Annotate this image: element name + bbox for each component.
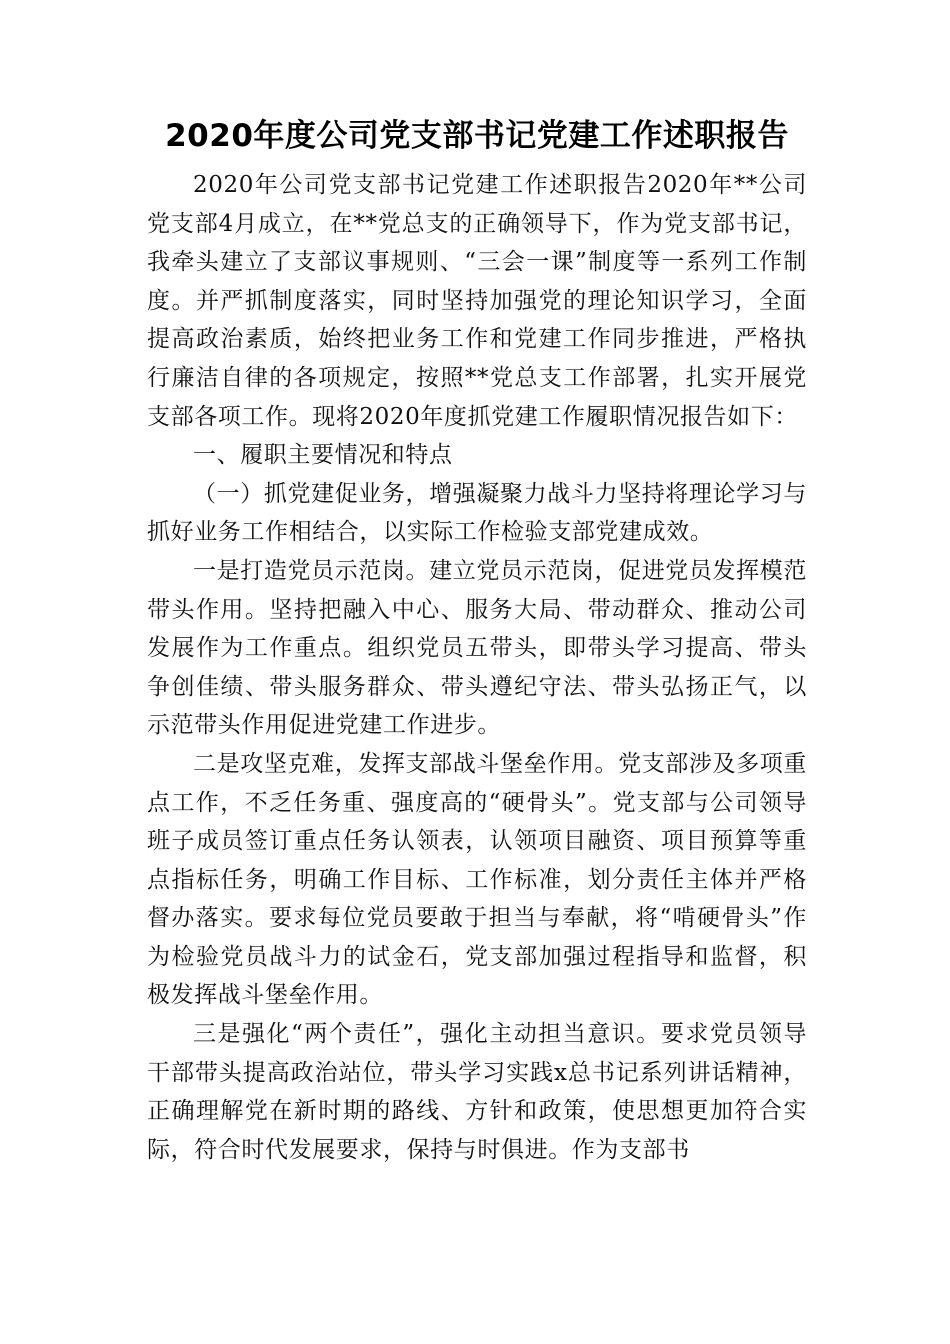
body-paragraph-2: 二是攻坚克难，发挥支部战斗堡垒作用。党支部涉及多项重点工作，不乏任务重、强度高的“硬骨头”。党支部与公司领导班子成员签订重点任务认领表，认领项目融资、项目预算等重点指标任务，明确工作目标、工作标准，划分责任主体并严格督办落实。要求每位党员要敢于担当与奉献，将“啃硬骨头”作为检验党员战斗力的试金石，党支部加强过程指导和监督，积极发挥战斗堡垒作用。 — [147, 750, 807, 1009]
body-paragraph-1: 一是打造党员示范岗。建立党员示范岗，促进党员发挥模范带头作用。坚持把融入中心、服务大局、带动群众、推动公司发展作为工作重点。组织党员五带头，即带头学习提高、带头争创佳绩、带头服务群众、带头遵纪守法、带头弘扬正气，以示范带头作用促进党建工作进步。 — [147, 557, 807, 739]
document-title: 2020年度公司党支部书记党建工作述职报告 — [165, 118, 789, 154]
body-paragraph-3: 三是强化“两个责任”，强化主动担当意识。要求党员领导干部带头提高政治站位，带头学习实践x总书记系列讲话精神，正确理解党在新时期的路线、方针和政策，使思想更加符合实际，符合时代发展要求，保持与时俱进。作为支部书 — [147, 1021, 807, 1163]
intro-paragraph: 2020年公司党支部书记党建工作述职报告2020年**公司党支部4月成立，在**党总支的正确领导下，作为党支部书记，我牵头建立了支部议事规则、“三会一课”制度等一系列工作制度。并严抓制度落实，同时坚持加强党的理论知识学习，全面提高政治素质，始终把业务工作和党建工作同步推进，严格执行廉洁自律的各项规定，按照**党总支工作部署，扎实开展党支部各项工作。现将2020年度抓党建工作履职情况报告如下： — [147, 172, 807, 430]
subsection-heading-1: （一）抓党建促业务，增强凝聚力战斗力坚持将理论学习与抓好业务工作相结合，以实际工作检验支部党建成效。 — [147, 480, 807, 546]
section-heading-1: 一、履职主要情况和特点 — [193, 442, 453, 469]
